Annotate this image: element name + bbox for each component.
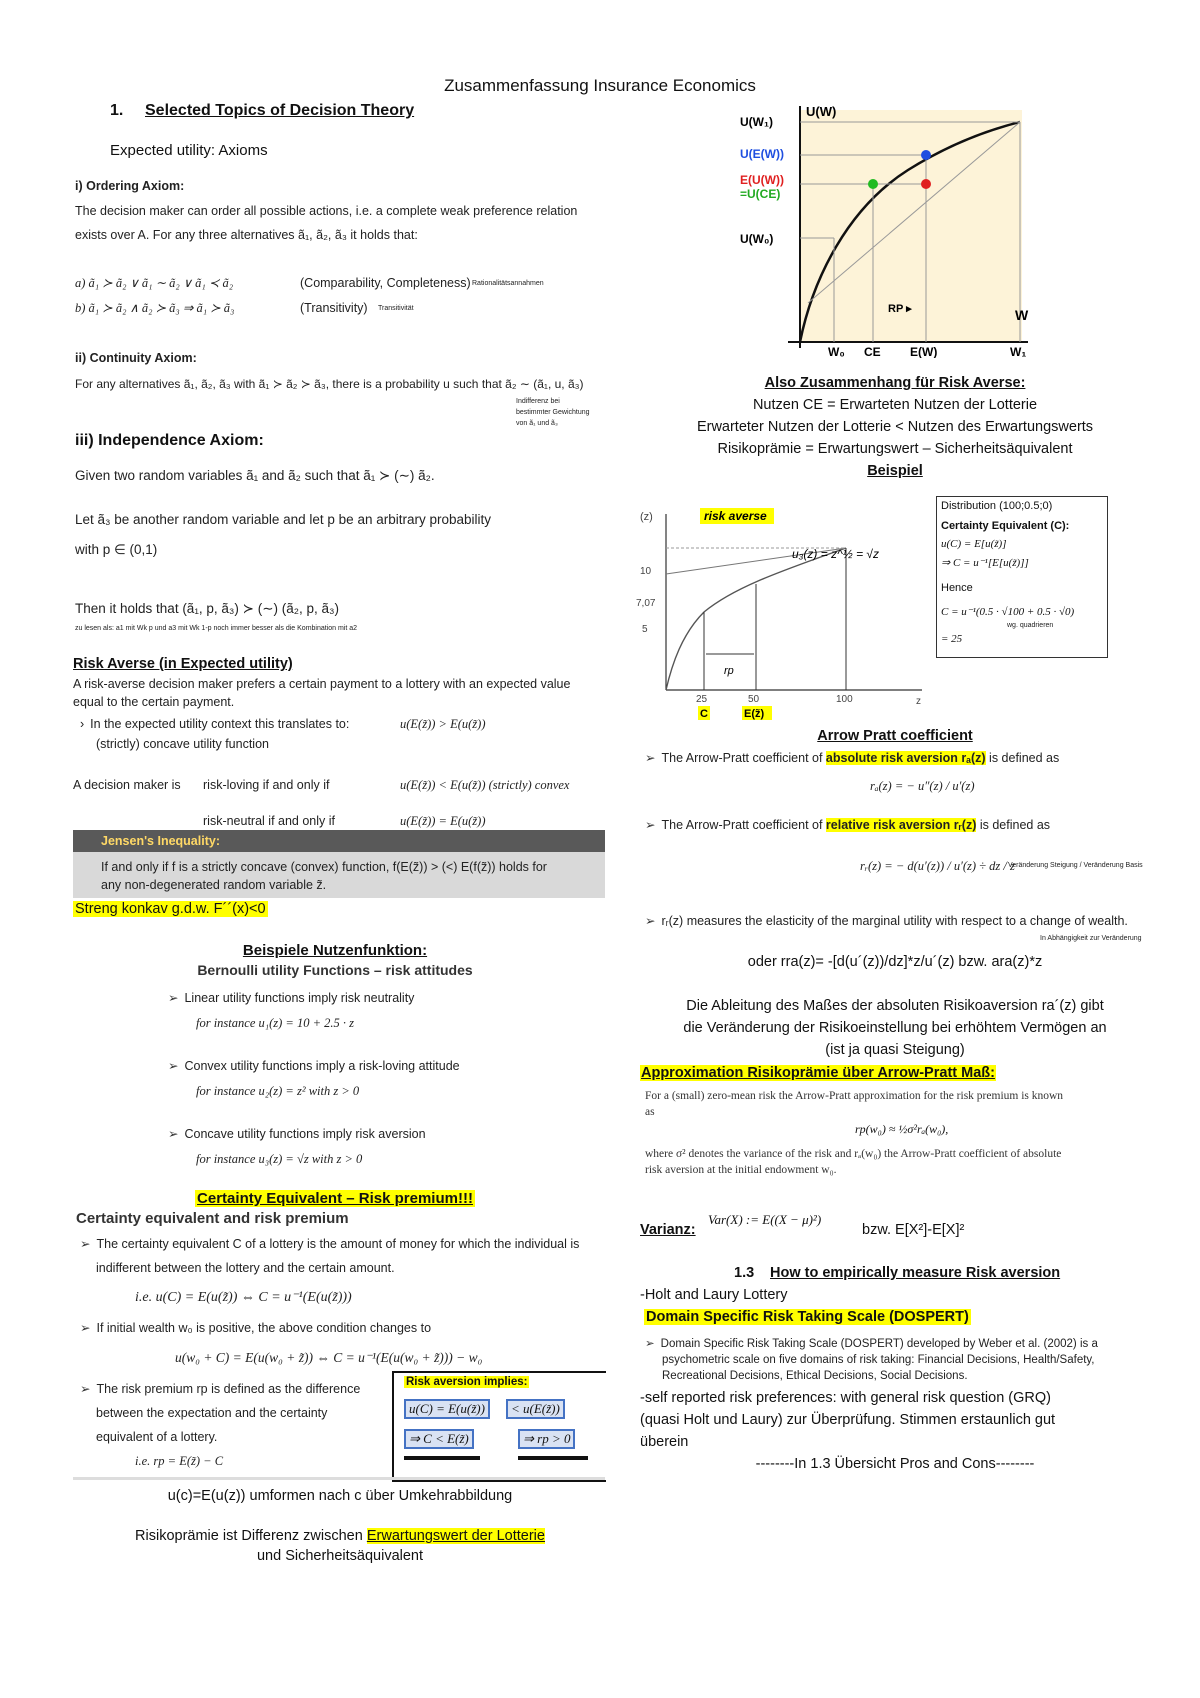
risk-averse-bullet-1-eq: u(E(z̃)) > E(u(z̃)) [400, 717, 486, 731]
self-reported-3: überein [640, 1434, 689, 1450]
chart2-xsub-c: C [700, 708, 708, 720]
decision-maker-label: A decision maker is [73, 778, 181, 792]
risk-loving-label: risk-loving if and only if [203, 778, 330, 792]
ce-eq-1: i.e. u(C) = E(u(z̃)) ⇔ C = u⁻¹(E(u(z̃))) [135, 1290, 352, 1305]
self-reported-1: -self reported risk preferences: with general risk question (GRQ) [640, 1390, 1051, 1406]
independence-small: zu lesen als: a1 mit Wk p und a3 mit Wk 1-p noch immer besser als die Kombination mit a2 [75, 625, 358, 632]
chart1-point-ce [868, 179, 878, 189]
ordering-b-small: Transitivität [378, 305, 414, 312]
approx-heading: Approximation Risikoprämie über Arrow-Pratt Maß: [641, 1065, 995, 1081]
approx-text-3: where σ² denotes the variance of the risk and rₐ(w₀) the Arrow-Pratt coefficient of absolute [645, 1148, 1062, 1160]
jensen-text-2: any non-degenerated random variable z̃. [101, 878, 327, 892]
dospert-text-1: ➢ Domain Specific Risk Taking Scale (DOSPERT) developed by Weber et al. (2002) is a [645, 1336, 1098, 1352]
approx-text-2: as [645, 1106, 655, 1118]
risk-averse-text-1: A risk-averse decision maker prefers a certain payment to a lottery with an expected value [73, 677, 571, 691]
section-1-number: 1. [110, 102, 124, 119]
chart2-ytick-5: 5 [642, 624, 648, 635]
beispiel-item-1-eq: for instance u₁(z) = 10 + 2.5 · z [196, 1016, 355, 1030]
varianz-eq: Var(X) := E((X − μ)²) [708, 1212, 822, 1227]
risk-averse-bullet-2: (strictly) concave utility function [96, 737, 269, 751]
dist-line-7: = 25 [941, 633, 963, 645]
dist-line-6-small: wg. quadrieren [1007, 622, 1054, 629]
arrow-pratt-heading: Arrow Pratt coefficient [817, 728, 973, 744]
box-eq-3: ⇒ C < E(z̃) [404, 1429, 474, 1449]
chart1-y-euw: E(U(W)) [740, 173, 784, 187]
box-eq-1: u(C) = E(u(z̃)) [404, 1399, 490, 1419]
also-line-1: Nutzen CE = Erwarteten Nutzen der Lotterie [752, 397, 1038, 413]
ordering-axiom-heading: i) Ordering Axiom: [75, 179, 185, 193]
arrow-pratt-bullet-3: ➢ rᵣ(z) measures the elasticity of the marginal utility with respect to a change of wealth. [645, 913, 1128, 929]
ableitung-line-2: die Veränderung der Risikoeinstellung bei erhöhtem Vermögen an [683, 1020, 1107, 1036]
risk-aversion-implies-box [392, 1371, 606, 1482]
also-line-2: Erwarteter Nutzen der Lotterie < Nutzen des Erwartungswerts [696, 419, 1094, 435]
jensen-heading: Jensen's Inequality: [101, 834, 220, 848]
ce-item-3a: ➢ The risk premium rp is defined as the difference [80, 1381, 360, 1397]
dospert-text-3: Recreational Decisions, Ethical Decisions, Social Decisions. [662, 1370, 968, 1382]
continuity-small-1: Indifferenz bei [516, 398, 560, 405]
dist-line-6: C = u⁻¹(0.5 · √100 + 0.5 · √0) [941, 606, 1075, 618]
umformen-text: u(c)=E(u(z)) umformen nach c über Umkehrabbildung [167, 1488, 513, 1504]
box-eq-2: < u(E(z̃)) [506, 1399, 565, 1419]
risk-averse-heading: Risk Averse (in Expected utility) [73, 656, 293, 672]
section-13-number: 1.3 [734, 1265, 755, 1281]
chart2-function: u₃(z) = z^½ = √z [792, 547, 879, 561]
ce-sub: Certainty equivalent and risk premium [76, 1210, 349, 1227]
section-13-title: How to empirically measure Risk aversion [770, 1265, 1061, 1281]
page-title: Zusammenfassung Insurance Economics [444, 76, 756, 95]
dist-line-1: Distribution (100;0.5;0) [941, 500, 1053, 512]
box-underline-1 [404, 1456, 480, 1460]
ableitung-line-3: (ist ja quasi Steigung) [825, 1042, 965, 1058]
jensen-text-1: If and only if f is a strictly concave (convex) function, f(E(z̃)) > (<) E(f(z̃)) holds for [101, 860, 547, 874]
independence-text-1: Given two random variables ã₁ and ã₂ such that ã₁ ≻ (∼) ã₂. [75, 468, 435, 483]
approx-text-1: For a (small) zero-mean risk the Arrow-Pratt approximation for the risk premium is known [645, 1090, 1064, 1102]
ce-item-1b: indifferent between the lottery and the certain amount. [96, 1261, 395, 1275]
box-underline-2 [518, 1456, 588, 1460]
chart1-x-ew: E(W) [910, 345, 938, 358]
arrow-pratt-bullet-3-small: In Abhängigkeit zur Veränderung [1040, 935, 1142, 942]
section-1-title: Selected Topics of Decision Theory [145, 102, 415, 119]
also-line-3: Risikoprämie = Erwartungswert – Sicherheitsäquivalent [717, 441, 1073, 457]
beispiel-item-2-eq: for instance u₂(z) = z² with z > 0 [196, 1084, 360, 1098]
beispiel-heading: Beispiel [867, 463, 923, 479]
utility-curve-chart [738, 98, 1038, 358]
risikopraemie-line-1: Risikoprämie ist Differenz zwischen Erwartungswert der Lotterie [135, 1528, 545, 1544]
beispiel-item-3-eq: for instance u₃(z) = √z with z > 0 [196, 1152, 363, 1166]
ce-eq-3: i.e. rp = E(z̃) − C [135, 1454, 224, 1468]
independence-text-2: Let ã₃ be another random variable and let p be an arbitrary probability [75, 512, 492, 527]
dospert-text-2: psychometric scale on five domains of risk taking: Financial Decisions, Health/Safety, [662, 1354, 1095, 1366]
ce-eq-2: u(w₀ + C) = E(u(w₀ + z̃)) ⇔ C = u⁻¹(E(u(w₀ + z̃))) − w₀ [175, 1350, 483, 1365]
chart2-xsub-ez: E(z̃) [744, 708, 765, 720]
chart2-tag: risk averse [704, 509, 767, 523]
arrow-pratt-eq-1: rₐ(z) = − u″(z) / u′(z) [870, 779, 975, 793]
risk-averse-bullet-1: › In the expected utility context this translates to: [80, 717, 350, 731]
ordering-a-note: (Comparability, Completeness) [300, 276, 471, 290]
streng-konkav: Streng konkav g.d.w. F´´(x)<0 [75, 901, 266, 917]
independence-axiom-heading: iii) Independence Axiom: [75, 432, 264, 449]
continuity-small-3: von ã₁ und ã₃ [516, 420, 558, 427]
independence-text-3: with p ∈ (0,1) [75, 542, 158, 557]
chart1-y-uw1: U(W₁) [740, 115, 773, 129]
ordering-a-small: Rationalitätsannahmen [472, 280, 544, 287]
chart2-ytick-707: 7,07 [636, 598, 656, 609]
independence-text-4: Then it holds that (ã₁, p, ã₃) ≻ (∼) (ã₂, p, ã₃) [75, 601, 340, 616]
beispiel-item-3: ➢ Concave utility functions imply risk aversion [168, 1126, 426, 1142]
chart1-x-ce: CE [864, 345, 881, 358]
self-reported-2: (quasi Holt und Laury) zur Überprüfung. Stimmen erstaunlich gut [640, 1412, 1056, 1428]
beispiel-item-1: ➢ Linear utility functions imply risk neutrality [168, 990, 414, 1006]
ce-item-1a: ➢ The certainty equivalent C of a lottery is the amount of money for which the individual is [80, 1236, 579, 1252]
arrow-pratt-bullet-2: ➢ The Arrow-Pratt coefficient of relative risk aversion rᵣ(z) is defined as [645, 817, 1050, 833]
dist-line-3: u(C) = E[u(z̃)] [941, 538, 1007, 550]
chart1-y-uew: U(E(W)) [740, 147, 784, 161]
chart2-xtick-100: 100 [836, 694, 853, 705]
ce-heading: Certainty Equivalent – Risk premium!!! [197, 1190, 473, 1207]
chart1-rp: RP ▸ [888, 303, 912, 315]
ce-heading-wrap [0, 1190, 670, 1208]
oder-formula: oder rra(z)= -[d(u´(z))/dz]*z/u´(z) bzw. ara(z)*z [747, 954, 1043, 970]
distribution-box [936, 496, 1108, 658]
ordering-b: b) ã₁ ≻ ã₂ ∧ ã₂ ≻ ã₃ ⇒ ã₁ ≻ ã₃ [75, 301, 235, 315]
chart1-y-uce: =U(CE) [740, 187, 781, 201]
chart1-x-w1: W₁ [1010, 345, 1027, 358]
chart1-y-uw0: U(W₀) [740, 232, 774, 246]
chart1-x-w0: W₀ [828, 345, 845, 358]
holt-laury: -Holt and Laury Lottery [640, 1287, 788, 1303]
dospert-heading: Domain Specific Risk Taking Scale (DOSPERT) [646, 1309, 969, 1325]
chart2-xtick-25: 25 [696, 694, 708, 705]
ce-item-3b: between the expectation and the certainty [96, 1406, 328, 1420]
box-eq-4: ⇒ rp > 0 [518, 1429, 575, 1449]
varianz-rest: bzw. E[X²]-E[X]² [862, 1222, 965, 1238]
risk-neutral-label: risk-neutral if and only if [203, 814, 336, 828]
chart2-ytick-10: 10 [640, 566, 652, 577]
ableitung-line-1: Die Ableitung des Maßes der absoluten Risikoaversion ra´(z) gibt [686, 998, 1104, 1014]
chart2-xaxis-label: z [916, 696, 921, 707]
continuity-small-2: bestimmter Gewichtung [516, 409, 590, 416]
beispiel-item-2: ➢ Convex utility functions imply a risk-loving attitude [168, 1058, 460, 1074]
jensen-box [73, 852, 605, 898]
dist-line-5: Hence [941, 582, 973, 594]
jensen-header-bar [73, 830, 605, 852]
arrow-pratt-eq-2: rᵣ(z) = − d(u′(z)) / u′(z) ÷ dz / z [860, 859, 1015, 873]
chart2-yaxis-label: (z) [640, 511, 653, 523]
varianz-label: Varianz: [640, 1222, 696, 1238]
chart2-rp: rp [724, 665, 734, 677]
approx-eq: rp(w₀) ≈ ½σ²rₐ(w₀), [855, 1122, 949, 1136]
continuity-text: For any alternatives ã₁, ã₂, ã₃ with ã₁ ≻ ã₂ ≻ ã₃, there is a probability u such that ã₂ ∼ (ã₁, u, ã₃) [75, 377, 584, 391]
risikopraemie-line-2: und Sicherheitsäquivalent [256, 1548, 424, 1564]
risk-loving-eq: u(E(z̃)) < E(u(z̃)) (strictly) convex [400, 778, 570, 792]
divider-line [73, 1477, 605, 1480]
risk-averse-example-chart [632, 494, 932, 724]
dist-line-4: ⇒ C = u⁻¹[E[u(z̃)]] [941, 557, 1029, 569]
ordering-a: a) ã₁ ≻ ã₂ ∨ ã₁ ∼ ã₂ ∨ ã₁ ≺ ã₂ [75, 276, 234, 290]
ordering-b-note: (Transitivity) [300, 301, 368, 315]
beispiele-heading: Beispiele Nutzenfunktion: [242, 942, 428, 959]
chart1-xlabel: W [1015, 307, 1029, 323]
axioms-title: Expected utility: Axioms [110, 142, 268, 159]
ordering-text-1: The decision maker can order all possible actions, i.e. a complete weak preference relation [75, 204, 578, 218]
chart2-xtick-50: 50 [748, 694, 760, 705]
continuity-axiom-heading: ii) Continuity Axiom: [75, 351, 197, 365]
dist-line-2: Certainty Equivalent (C): [941, 520, 1070, 532]
chart1-point-uew [921, 150, 931, 160]
arrow-pratt-bullet-1: ➢ The Arrow-Pratt coefficient of absolute risk aversion rₐ(z) is defined as [645, 750, 1059, 766]
ce-item-3c: equivalent of a lottery. [96, 1430, 218, 1444]
pros-cons-line: --------In 1.3 Übersicht Pros and Cons-------- [755, 1456, 1035, 1472]
ordering-text-2: exists over A. For any three alternatives ã₁, ã₂, ã₃ it holds that: [75, 228, 418, 242]
beispiele-sub: Bernoulli utility Functions – risk attitudes [197, 962, 473, 978]
arrow-pratt-eq-2-small: Veränderung Steigung / Veränderung Basis [1008, 862, 1143, 869]
also-heading: Also Zusammenhang für Risk Averse: [764, 375, 1026, 391]
risk-aversion-implies-title: Risk aversion implies: [406, 1376, 528, 1388]
ce-item-2: ➢ If initial wealth w₀ is positive, the above condition changes to [80, 1320, 431, 1336]
chart1-point-euw [921, 179, 931, 189]
approx-text-4: risk aversion at the initial endowment w₀. [645, 1164, 837, 1176]
risk-neutral-eq: u(E(z̃)) = E(u(z̃)) [400, 814, 486, 828]
chart1-ylabel: U(W) [806, 104, 837, 119]
risk-averse-text-2: equal to the certain payment. [73, 695, 235, 709]
